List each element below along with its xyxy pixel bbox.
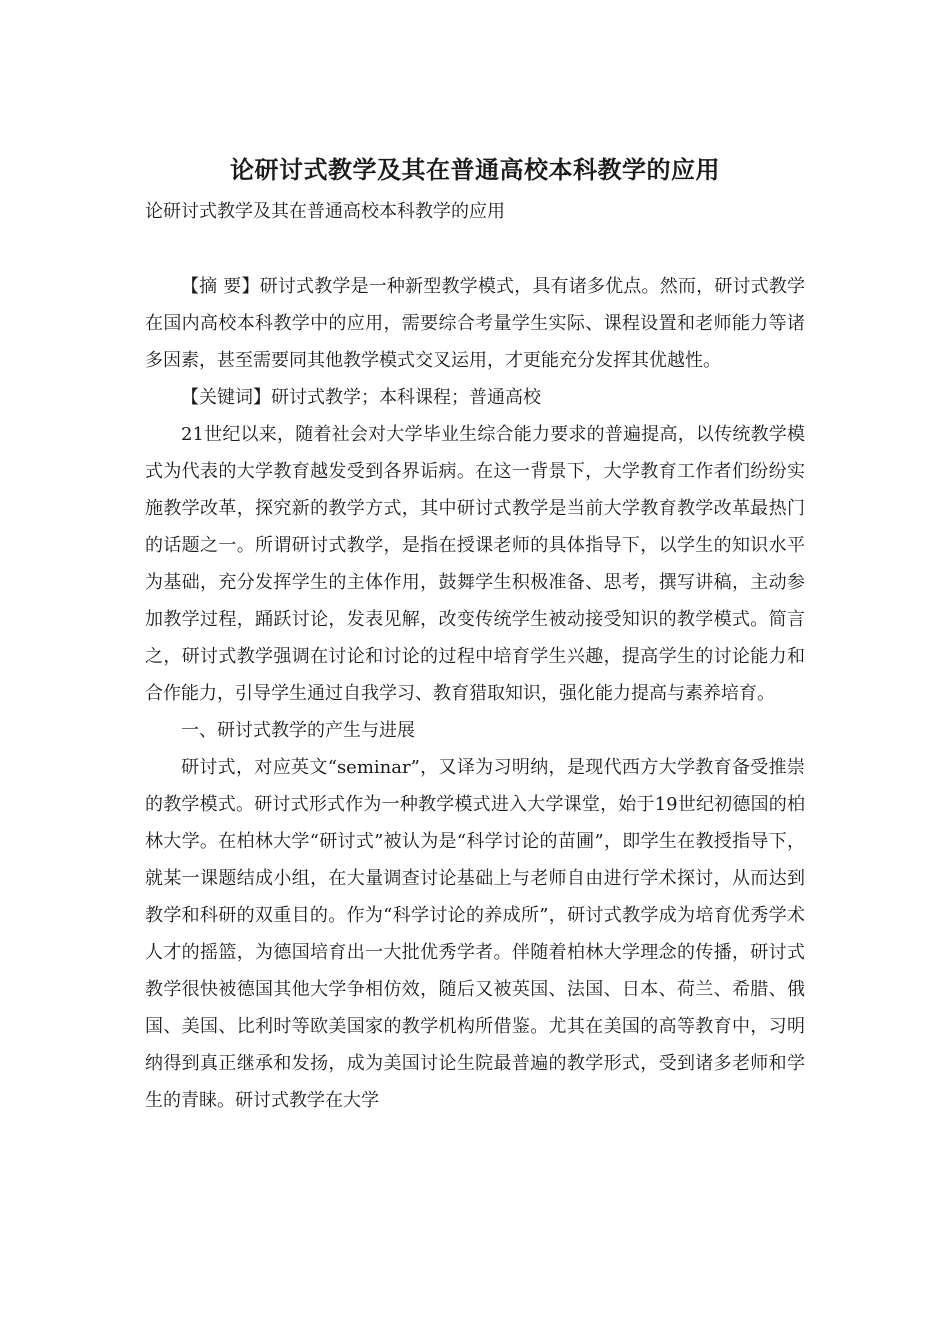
keywords-paragraph: 【关键词】研讨式教学；本科课程；普通高校: [181, 387, 541, 408]
section-paragraph: 研讨式，对应英文“seminar”，又译为习明纳，是现代西方大学教育备受推崇的教学模式。研讨式形式作为一种教学模式进入大学课堂，始于19世纪初德国的柏林大学。在柏林大学“研讨式”被认为是“科学讨论的苗圃”，即学生在教授指导下，就某一课题结成小组，在大量调查讨论基础上与老师自由进行学术探讨，从而达到教学和科研的双重目的。作为“科学讨论的养成所”，研讨式教学成为培育优秀学术人才的摇篮，为德国培育出一大批优秀学者。伴随着柏林大学理念的传播，研讨式教学很快被德国其他大学争相仿效，随后又被英国、法国、日本、荷兰、希腊、俄国、美国、比利时等欧美国家的教学机构所借鉴。尤其在美国的高等教育中，习明纳得到真正继承和发扬，成为美国讨论生院最普遍的教学形式，受到诸多老师和学生的青睐。研讨式教学在大学: [145, 757, 805, 1111]
section-heading: 一、研讨式教学的产生与进展: [181, 720, 415, 741]
document-subtitle: 论研讨式教学及其在普通高校本科教学的应用: [145, 201, 505, 222]
document-body: [145, 268, 805, 1119]
abstract-paragraph: 【摘 要】研讨式教学是一种新型教学模式，具有诸多优点。然而，研讨式教学在国内高校本科教学中的应用，需要综合考量学生实际、课程设置和老师能力等诸多因素，甚至需要同其他教学模式交叉运用，才更能充分发挥其优越性。: [145, 276, 805, 371]
document-title: 论研讨式教学及其在普通高校本科教学的应用: [230, 156, 720, 184]
intro-paragraph: 21世纪以来，随着社会对大学毕业生综合能力要求的普遍提高，以传统教学模式为代表的大学教育越发受到各界诟病。在这一背景下，大学教育工作者们纷纷实施教学改革，探究新的教学方式，其中研讨式教学是当前大学教育教学改革最热门的话题之一。所谓研讨式教学，是指在授课老师的具体指导下，以学生的知识水平为基础，充分发挥学生的主体作用，鼓舞学生积极准备、思考，撰写讲稿，主动参加教学过程，踊跃讨论，发表见解，改变传统学生被动接受知识的教学模式。简言之，研讨式教学强调在讨论和讨论的过程中培育学生兴趣，提高学生的讨论能力和合作能力，引导学生通过自我学习、教育猎取知识，强化能力提高与素养培育。: [145, 424, 805, 704]
